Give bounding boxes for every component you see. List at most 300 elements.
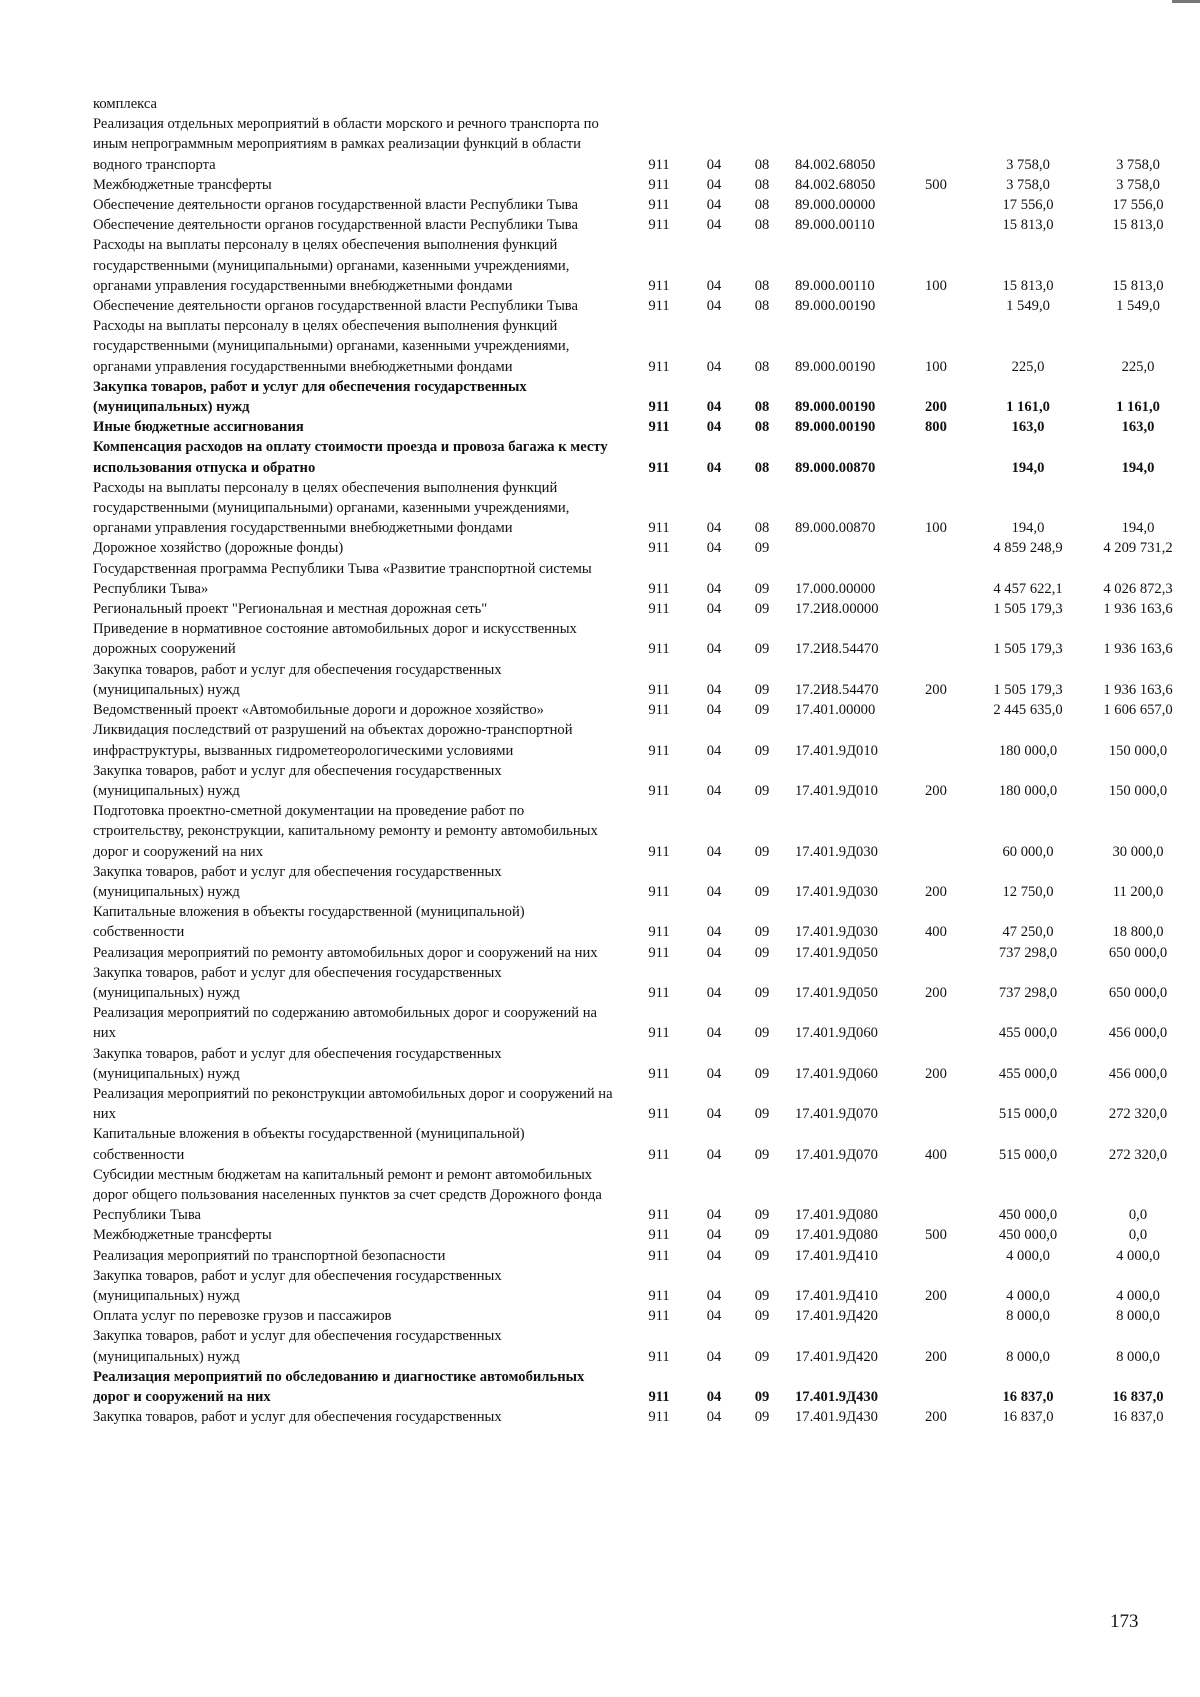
row-rz: 04 [706, 1065, 722, 1082]
row-gr: 911 [648, 520, 670, 537]
row-rz: 04 [706, 944, 722, 961]
row-rz: 04 [706, 399, 722, 416]
row-amount-year1: 180 000,0 [998, 782, 1058, 799]
row-cs: 17.401.9Д070 [795, 1146, 878, 1163]
row-amount-year2: 1 936 163,6 [1103, 601, 1173, 618]
row-pr: 08 [754, 298, 770, 315]
row-name: Закупка товаров, работ и услуг для обеспечения государственных (муниципальных) нужд [93, 378, 527, 416]
table-row [93, 943, 1193, 963]
table-row [93, 963, 1193, 1003]
table-row [93, 296, 1193, 316]
row-gr: 911 [648, 580, 670, 597]
row-pr: 09 [754, 1025, 770, 1042]
row-cs: 89.000.00190 [795, 399, 876, 416]
row-amount-year2: 163,0 [1121, 419, 1155, 436]
row-cs: 17.401.9Д420 [795, 1348, 878, 1365]
row-pr: 08 [754, 156, 770, 173]
row-gr: 911 [648, 419, 670, 436]
row-cs: 17.401.9Д030 [795, 883, 878, 900]
row-rz: 04 [706, 782, 722, 799]
row-vr: 200 [925, 1065, 947, 1082]
row-gr: 911 [648, 358, 670, 375]
row-vr: 500 [925, 1227, 947, 1244]
row-name: Расходы на выплаты персоналу в целях обеспечения выполнения функций государственными (муниципальными) органами, казенными учреждениями, органами управления государственными внебюджетными фондами [93, 479, 570, 537]
row-name: Обеспечение деятельности органов государственной власти Республики Тыва [93, 217, 578, 234]
row-name: Обеспечение деятельности органов государственной власти Республики Тыва [93, 197, 578, 214]
row-cs: 17.401.9Д050 [795, 944, 878, 961]
table-row [93, 720, 1193, 760]
row-amount-year1: 194,0 [1011, 520, 1045, 537]
row-pr: 09 [754, 641, 770, 658]
row-gr: 911 [648, 197, 670, 214]
row-amount-year1: 1 505 179,3 [993, 641, 1063, 658]
row-gr: 911 [648, 1065, 670, 1082]
row-amount-year2: 456 000,0 [1108, 1025, 1168, 1042]
row-cs [787, 94, 925, 114]
table-row [93, 1084, 1193, 1124]
table-row [93, 195, 1193, 215]
table-row [93, 235, 1193, 296]
row-pr: 09 [754, 540, 770, 557]
row-rz: 04 [706, 459, 722, 476]
row-amount-year1: 15 813,0 [1002, 217, 1054, 234]
row-gr: 911 [648, 277, 670, 294]
row-pr: 09 [754, 1409, 770, 1426]
row-cs: 89.000.00000 [795, 197, 876, 214]
table-row [93, 700, 1193, 720]
row-rz: 04 [706, 1389, 722, 1405]
row-name: Иные бюджетные ассигнования [93, 419, 304, 436]
row-amount-year1: 450 000,0 [998, 1207, 1058, 1224]
row-cs: 17.401.9Д010 [795, 782, 878, 799]
table-row [93, 1367, 1193, 1407]
table-row [93, 1225, 1193, 1245]
row-amount-year2: 4 000,0 [1116, 1247, 1160, 1264]
row-cs: 17.2И8.54470 [795, 681, 879, 698]
row-amount-year1: 4 000,0 [1006, 1247, 1050, 1264]
table-row [93, 801, 1193, 862]
row-vr [925, 1003, 973, 1043]
row-vr: 200 [925, 1348, 947, 1365]
row-cs: 89.000.00190 [795, 358, 876, 375]
row-amount-year2: 1 936 163,6 [1103, 681, 1173, 698]
row-gr: 911 [648, 1308, 670, 1325]
row-cs: 89.000.00870 [795, 520, 876, 537]
row-amount-year1: 17 556,0 [1002, 197, 1054, 214]
row-cs: 17.401.9Д410 [795, 1247, 878, 1264]
row-amount-year2: 8 000,0 [1116, 1308, 1160, 1325]
row-rz: 04 [706, 984, 722, 1001]
row-vr: 400 [925, 924, 947, 941]
row-name: Межбюджетные трансферты [93, 1227, 272, 1244]
row-amount-year2: 15 813,0 [1112, 217, 1164, 234]
row-pr: 09 [754, 1227, 770, 1244]
row-cs: 17.401.9Д430 [795, 1389, 879, 1405]
row-amount-year1: 16 837,0 [1002, 1389, 1054, 1405]
row-pr: 09 [754, 1348, 770, 1365]
row-name: Закупка товаров, работ и услуг для обеспечения государственных (муниципальных) нужд [93, 661, 502, 698]
row-pr: 09 [754, 580, 770, 597]
table-row [93, 902, 1193, 942]
row-amount-year2: 272 320,0 [1108, 1106, 1168, 1123]
row-vr: 100 [925, 277, 947, 294]
row-pr: 09 [754, 1146, 770, 1163]
row-name: Ведомственный проект «Автомобильные дороги и дорожное хозяйство» [93, 702, 544, 719]
row-amount-year2: 18 800,0 [1112, 924, 1164, 941]
row-amount-year1: 15 813,0 [1002, 277, 1054, 294]
row-gr [627, 94, 691, 114]
row-rz: 04 [706, 520, 722, 537]
row-cs: 17.401.9Д060 [795, 1065, 878, 1082]
row-vr [925, 619, 973, 659]
row-gr: 911 [648, 601, 670, 618]
row-name: Реализация мероприятий по ремонту автомобильных дорог и сооружений на них [93, 944, 598, 961]
table-row [93, 437, 1193, 477]
row-name: Реализация отдельных мероприятий в области морского и речного транспорта по иным непрограммным мероприятиям в рамках реализации функций в области водного транспорта [93, 116, 599, 173]
row-vr: 100 [925, 358, 947, 375]
row-pr: 08 [754, 520, 770, 537]
row-amount-year2: 0,0 [1128, 1207, 1148, 1224]
row-pr: 09 [754, 742, 770, 759]
row-rz: 04 [706, 580, 722, 597]
table-row [93, 417, 1193, 437]
row-pr [737, 94, 787, 114]
row-rz: 04 [706, 681, 722, 698]
table-row [93, 1326, 1193, 1366]
row-rz: 04 [706, 277, 722, 294]
row-pr: 09 [754, 702, 770, 719]
row-vr [925, 114, 973, 175]
row-gr: 911 [648, 924, 670, 941]
row-gr: 911 [648, 782, 670, 799]
row-rz: 04 [706, 298, 722, 315]
row-name: Закупка товаров, работ и услуг для обеспечения государственных (муниципальных) нужд [93, 1045, 502, 1082]
row-cs: 17.401.9Д080 [795, 1227, 878, 1244]
row-vr [925, 943, 973, 963]
row-amount-year1: 180 000,0 [998, 742, 1058, 759]
row-cs: 17.2И8.54470 [795, 641, 879, 658]
row-vr: 800 [925, 419, 947, 436]
row-amount-year1: 194,0 [1011, 459, 1045, 476]
row-cs: 89.000.00870 [795, 459, 876, 476]
row-name: Государственная программа Республики Тыва «Развитие транспортной системы Республики Тыва» [93, 560, 592, 597]
row-vr [925, 1367, 973, 1407]
row-amount-year2: 1 549,0 [1116, 298, 1160, 315]
row-amount-year2: 3 758,0 [1116, 176, 1160, 193]
row-amount-year1: 1 549,0 [1006, 298, 1050, 315]
row-pr: 08 [754, 176, 770, 193]
row-cs: 89.000.00190 [795, 298, 876, 315]
row-amount-year1: 4 457 622,1 [993, 580, 1063, 597]
row-rz: 04 [706, 1146, 722, 1163]
row-rz: 04 [706, 1207, 722, 1224]
table-row [93, 94, 1193, 114]
row-pr: 09 [754, 1207, 770, 1224]
row-amount-year1: 515 000,0 [998, 1146, 1058, 1163]
row-amount-year2: 650 000,0 [1108, 944, 1168, 961]
row-gr: 911 [648, 702, 670, 719]
row-gr: 911 [648, 399, 670, 416]
row-vr [925, 700, 973, 720]
row-pr: 09 [754, 782, 770, 799]
row-amount-year1: 225,0 [1011, 358, 1045, 375]
row-vr: 100 [925, 520, 947, 537]
row-name: Дорожное хозяйство (дорожные фонды) [93, 540, 344, 557]
row-gr: 911 [648, 1146, 670, 1163]
row-vr [925, 538, 973, 558]
row-name: Региональный проект "Региональная и местная дорожная сеть" [93, 601, 488, 618]
row-cs: 17.401.00000 [795, 702, 876, 719]
row-cs: 84.002.68050 [795, 156, 876, 173]
row-amount-year2: 650 000,0 [1108, 984, 1168, 1001]
row-cs: 17.401.9Д420 [795, 1308, 878, 1325]
row-pr: 08 [754, 459, 770, 476]
row-amount-year1: 737 298,0 [998, 984, 1058, 1001]
row-rz: 04 [706, 641, 722, 658]
row-rz [691, 94, 737, 114]
row-vr [925, 599, 973, 619]
row-amount-year1: 2 445 635,0 [993, 702, 1063, 719]
row-amount-year2: 456 000,0 [1108, 1065, 1168, 1082]
row-gr: 911 [648, 944, 670, 961]
row-cs: 17.401.9Д010 [795, 742, 878, 759]
row-vr [925, 215, 973, 235]
row-vr [925, 195, 973, 215]
row-gr: 911 [648, 1207, 670, 1224]
row-vr [925, 296, 973, 316]
row-name: Оплата услуг по перевозке грузов и пассажиров [93, 1308, 392, 1325]
table-row [93, 114, 1193, 175]
row-amount-year1: 515 000,0 [998, 1106, 1058, 1123]
table-row [93, 1306, 1193, 1326]
row-name: Закупка товаров, работ и услуг для обеспечения государственных (муниципальных) нужд [93, 762, 502, 799]
row-rz: 04 [706, 742, 722, 759]
row-cs: 17.401.9Д080 [795, 1207, 878, 1224]
row-amount-year1: 455 000,0 [998, 1065, 1058, 1082]
table-row [93, 1003, 1193, 1043]
row-pr: 09 [754, 883, 770, 900]
row-rz: 04 [706, 1287, 722, 1304]
row-pr: 09 [754, 601, 770, 618]
row-cs: 17.401.9Д410 [795, 1287, 878, 1304]
row-amount-year2: 194,0 [1121, 459, 1155, 476]
budget-table-body [93, 94, 1193, 1427]
row-amount-year2: 4 000,0 [1116, 1287, 1160, 1304]
row-rz: 04 [706, 156, 722, 173]
row-rz: 04 [706, 1227, 722, 1244]
table-row [93, 538, 1193, 558]
row-amount-year1: 8 000,0 [1006, 1308, 1050, 1325]
row-gr: 911 [648, 156, 670, 173]
row-name: Реализация мероприятий по реконструкции автомобильных дорог и сооружений на них [93, 1085, 613, 1123]
row-cs [787, 538, 925, 558]
row-gr: 911 [648, 217, 670, 234]
row-amount-year2: 30 000,0 [1112, 843, 1164, 860]
row-amount-year2: 272 320,0 [1108, 1146, 1168, 1163]
table-row [93, 862, 1193, 902]
row-amount-year1: 47 250,0 [1002, 924, 1054, 941]
row-name: Закупка товаров, работ и услуг для обеспечения государственных (муниципальных) нужд [93, 1328, 502, 1365]
row-cs: 84.002.68050 [795, 176, 876, 193]
table-row [93, 559, 1193, 599]
row-vr: 200 [925, 883, 947, 900]
row-cs: 17.401.9Д030 [795, 843, 878, 860]
row-amount-year2: 8 000,0 [1116, 1348, 1160, 1365]
table-row [93, 599, 1193, 619]
row-rz: 04 [706, 1247, 722, 1264]
row-vr: 400 [925, 1146, 947, 1163]
row-pr: 09 [754, 681, 770, 698]
table-row [93, 215, 1193, 235]
row-amount-year2: 1 606 657,0 [1103, 702, 1173, 719]
row-pr: 08 [754, 399, 770, 416]
row-vr: 200 [925, 681, 947, 698]
row-amount-year2: 3 758,0 [1116, 156, 1160, 173]
row-rz: 04 [706, 197, 722, 214]
row-amount-year2: 4 026 872,3 [1103, 580, 1173, 597]
row-vr [925, 1084, 973, 1124]
row-gr: 911 [648, 984, 670, 1001]
row-rz: 04 [706, 883, 722, 900]
row-pr: 08 [754, 277, 770, 294]
row-rz: 04 [706, 702, 722, 719]
row-gr: 911 [648, 1409, 670, 1426]
row-rz: 04 [706, 1348, 722, 1365]
row-vr [925, 559, 973, 599]
row-gr: 911 [648, 843, 670, 860]
row-name: Подготовка проектно-сметной документации на проведение работ по строительству, реконструкции, капитальному ремонту и ремонту автомобильных дорог и сооружений на них [93, 803, 598, 860]
row-amount-year1: 3 758,0 [1006, 176, 1050, 193]
row-amount-year1: 737 298,0 [998, 944, 1058, 961]
row-gr: 911 [648, 1025, 670, 1042]
row-amount-year1: 1 505 179,3 [993, 681, 1063, 698]
row-amount-year1: 1 161,0 [1006, 399, 1050, 416]
row-amount-year1: 12 750,0 [1002, 883, 1054, 900]
row-pr: 09 [754, 843, 770, 860]
row-gr: 911 [648, 681, 670, 698]
page-number: 173 [1110, 1611, 1139, 1632]
row-gr: 911 [648, 641, 670, 658]
row-pr: 08 [754, 217, 770, 234]
table-row [93, 377, 1193, 417]
row-gr: 911 [648, 298, 670, 315]
row-amount-year1: 450 000,0 [998, 1227, 1058, 1244]
table-row [93, 1246, 1193, 1266]
table-row [93, 660, 1193, 700]
row-pr: 09 [754, 1247, 770, 1264]
table-row [93, 1044, 1193, 1084]
row-vr [925, 720, 973, 760]
table-row [93, 1266, 1193, 1306]
row-pr: 09 [754, 1065, 770, 1082]
row-rz: 04 [706, 176, 722, 193]
row-vr: 200 [925, 399, 947, 416]
row-rz: 04 [706, 419, 722, 436]
row-rz: 04 [706, 924, 722, 941]
row-vr [925, 437, 973, 477]
row-rz: 04 [706, 843, 722, 860]
row-name: Межбюджетные трансферты [93, 176, 272, 193]
row-rz: 04 [706, 217, 722, 234]
row-amount-year2: 15 813,0 [1112, 277, 1164, 294]
row-pr: 09 [754, 1389, 770, 1405]
row-amount-year2: 150 000,0 [1108, 742, 1168, 759]
row-name: Реализация мероприятий по транспортной безопасности [93, 1247, 446, 1264]
row-gr: 911 [648, 1348, 670, 1365]
row-pr: 09 [754, 1308, 770, 1325]
row-cs: 17.401.9Д050 [795, 984, 878, 1001]
row-gr: 911 [648, 1247, 670, 1264]
row-name: Капитальные вложения в объекты государственной (муниципальной) собственности [93, 904, 525, 941]
table-row [93, 478, 1193, 539]
row-pr: 09 [754, 944, 770, 961]
row-name: Компенсация расходов на оплату стоимости проезда и провоза багажа к месту использования отпуска и обратно [93, 439, 608, 476]
row-name: Расходы на выплаты персоналу в целях обеспечения выполнения функций государственными (муниципальными) органами, казенными учреждениями, органами управления государственными внебюджетными фондами [93, 318, 570, 375]
row-cs: 89.000.00110 [795, 217, 875, 234]
row-name: Закупка товаров, работ и услуг для обеспечения государственных (муниципальных) нужд [93, 1267, 502, 1304]
row-vr [925, 1306, 973, 1326]
row-name: Реализация мероприятий по содержанию автомобильных дорог и сооружений на них [93, 1005, 598, 1042]
row-amount-year2: 16 837,0 [1112, 1389, 1164, 1405]
row-name: Реализация мероприятий по обследованию и диагностике автомобильных дорог и сооружений на них [93, 1368, 585, 1405]
row-pr: 09 [754, 984, 770, 1001]
row-gr: 911 [648, 742, 670, 759]
row-gr: 911 [648, 540, 670, 557]
row-amount-year1: 455 000,0 [998, 1025, 1058, 1042]
row-amount-year2: 16 837,0 [1112, 1409, 1164, 1426]
row-vr: 200 [925, 1287, 947, 1304]
row-name: комплекса [93, 96, 158, 112]
row-amount-year2: 0,0 [1128, 1227, 1148, 1244]
row-name: Ликвидация последствий от разрушений на объектах дорожно-транспортной инфраструктуры, вызванных гидрометеорологическими условиями [93, 722, 573, 759]
table-row [93, 316, 1193, 377]
row-cs: 17.401.9Д030 [795, 924, 878, 941]
table-row [93, 1407, 1193, 1427]
row-cs: 89.000.00110 [795, 277, 875, 294]
row-vr: 200 [925, 782, 947, 799]
row-amount-year2: 194,0 [1121, 520, 1155, 537]
row-vr [925, 94, 973, 114]
row-vr [925, 1165, 973, 1226]
row-amount-year2: 1 936 163,6 [1103, 641, 1173, 658]
row-rz: 04 [706, 358, 722, 375]
row-pr: 09 [754, 1106, 770, 1123]
row-amount-year1: 3 758,0 [1006, 156, 1050, 173]
row-amount-year1: 16 837,0 [1002, 1409, 1054, 1426]
row-amount-year1 [973, 94, 1083, 114]
row-vr: 200 [925, 984, 947, 1001]
table-row [93, 619, 1193, 659]
row-pr: 09 [754, 924, 770, 941]
row-amount-year1: 1 505 179,3 [993, 601, 1063, 618]
row-amount-year1: 4 000,0 [1006, 1287, 1050, 1304]
row-vr: 200 [925, 1409, 947, 1426]
scan-corner-mark [1172, 0, 1200, 3]
row-amount-year2: 1 161,0 [1116, 399, 1160, 416]
row-name: Приведение в нормативное состояние автомобильных дорог и искусственных дорожных сооружений [93, 621, 577, 658]
row-vr: 500 [925, 176, 947, 193]
table-row [93, 761, 1193, 801]
row-name: Субсидии местным бюджетам на капитальный ремонт и ремонт автомобильных дорог общего пользования населенных пунктов за счет средств Дорожного фонда Республики Тыва [93, 1166, 602, 1224]
row-pr: 08 [754, 197, 770, 214]
row-gr: 911 [648, 176, 670, 193]
row-rz: 04 [706, 1409, 722, 1426]
row-gr: 911 [648, 1227, 670, 1244]
row-pr: 09 [754, 1287, 770, 1304]
row-cs: 17.401.9Д060 [795, 1025, 878, 1042]
table-row [93, 1165, 1193, 1226]
row-amount-year2: 11 200,0 [1112, 883, 1164, 900]
